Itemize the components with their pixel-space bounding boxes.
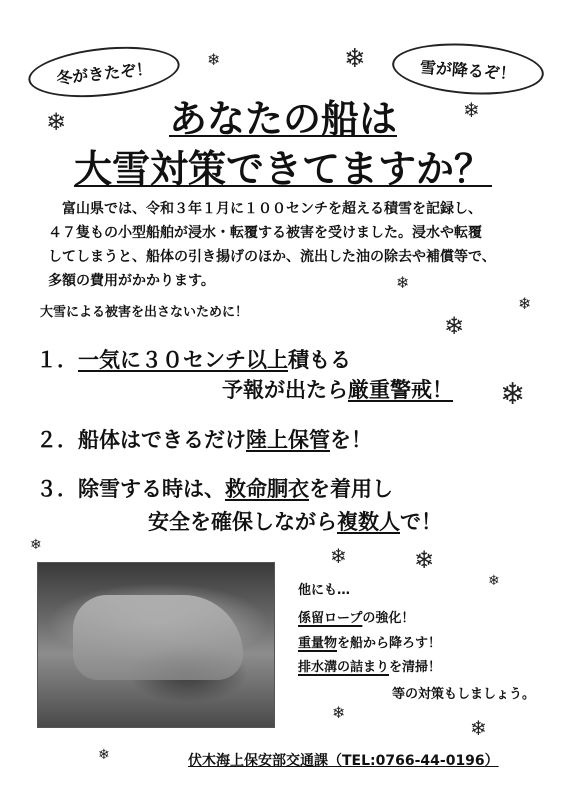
item-1-line-2-a: 予報が出たら [222,378,348,402]
title-line-2: 大雪対策できてますか？ [73,147,492,191]
item-3-line-2-c: で！ [400,510,442,534]
intro-line: ４７隻もの小型船舶が浸水・転覆する被害を受けました。浸水や転覆 [48,225,482,241]
snowflake-icon: ❄ [30,537,42,553]
item-3-emphasis: 救命胴衣 [225,477,309,501]
snowflake-icon: ❄ [396,273,410,292]
also-closing: 等の対策もしましょう。 [392,687,536,702]
also-item [298,656,441,675]
item-3-line-2-a: 安全を確保しながら [148,510,337,534]
item-3-number: ３． [36,477,78,501]
item-1-emphasis: 一気に３０センチ以上 [78,348,288,372]
also-item-rest: を清掃！ [389,660,442,675]
snowflake-icon: ❄ [332,703,346,722]
snow-covered-boat-photo [37,562,275,728]
title-line-1: あなたの船は [168,97,397,141]
snowflake-icon: ❄ [330,544,347,568]
item-3-pre: 除雪する時は、 [78,477,225,501]
intro-line: してしまうと、船体の引き揚げのほか、流出した油の除去や補償等で、 [48,249,496,265]
also-item [298,607,414,626]
snowflake-icon: ❄ [414,546,435,574]
snowflake-icon: ❄ [518,294,532,313]
footer-contact: 伏木海上保安部交通課（TEL:0766-44-0196） [188,753,499,769]
also-item [298,632,441,651]
also-item-emphasis: 排水溝の詰まり [298,660,390,675]
bubble-left-text: 冬がきたぞ！ [55,58,153,88]
item-3-line-2 [148,506,442,536]
item-3-line-2-emphasis: 複数人 [337,510,400,534]
snowflake-icon: ❄ [207,50,221,69]
snowflake-icon: ❄ [470,716,487,740]
item-3-post: を着用し [309,477,393,501]
intro-paragraph [48,197,538,293]
snowflake-icon: ❄ [500,377,526,412]
item-1-line-2 [222,374,453,404]
item-3-line-1 [36,473,393,503]
item-1-rest: 積もる [288,348,351,372]
also-item-emphasis: 係留ロープ [298,611,363,626]
snowflake-icon: ❄ [463,98,480,122]
also-item-emphasis: 重量物 [298,636,338,651]
item-1-line-2-emphasis: 厳重警戒！ [348,378,453,402]
intro-line: 富山県では、令和３年１月に１００センチを超える積雪を記録し、 [62,201,482,217]
also-heading: 他にも… [298,583,351,598]
bubble-right-text: 雪が降るぞ！ [419,57,517,83]
also-item-rest: の強化！ [362,611,415,626]
snowflake-icon: ❄ [444,312,465,340]
snowflake-icon: ❄ [46,108,67,136]
item-2-pre: 船体はできるだけ [78,428,246,452]
snowflake-icon: ❄ [488,573,500,589]
item-2-emphasis: 陸上保管 [246,428,330,452]
item-1-line-1 [36,344,351,374]
item-1-number: １． [36,348,78,372]
also-item-rest: を船から降ろす！ [337,636,442,651]
boat-under-snow-shape [73,595,243,680]
snowflake-icon: ❄ [98,747,110,763]
item-2-number: ２． [36,428,78,452]
snowflake-icon: ❄ [344,44,366,74]
intro-line: 多額の費用がかかります。 [48,273,215,289]
lead-text: 大雪による被害を出さないために！ [40,305,249,320]
item-2 [36,424,372,454]
item-2-post: を！ [330,428,372,452]
